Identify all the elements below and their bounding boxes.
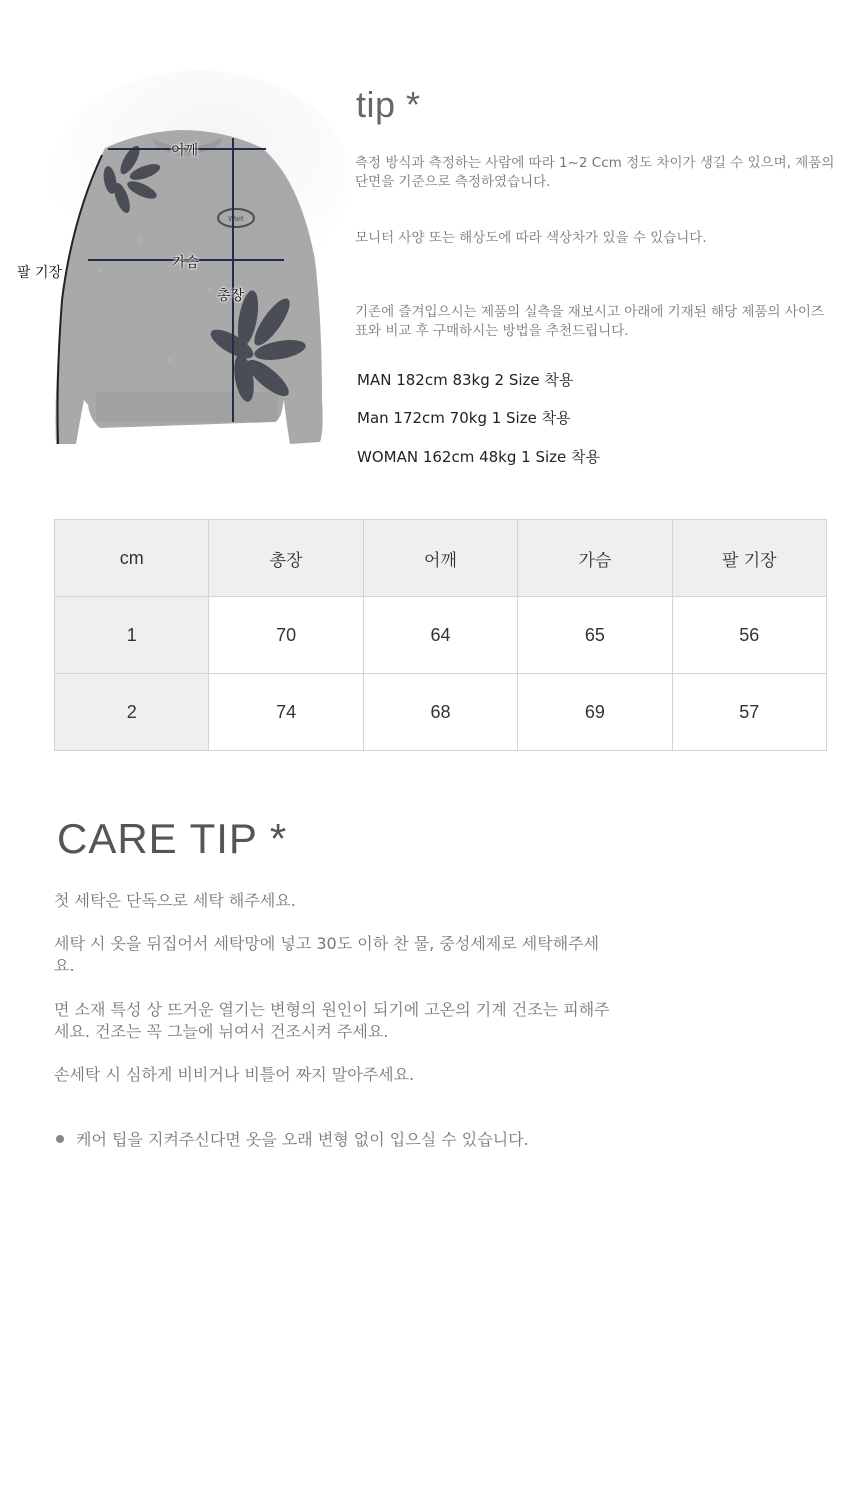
logo-text: Wait <box>228 215 244 223</box>
table-row <box>55 674 827 751</box>
care-bullet-item <box>56 1129 529 1151</box>
table-cell-size: 2 <box>55 674 209 751</box>
shoulder-label: 어깨 <box>171 143 199 159</box>
table-cell: 65 <box>518 597 672 674</box>
table-cell: 70 <box>209 597 363 674</box>
table-row <box>55 597 827 674</box>
care-bullet-text: 케어 팁을 지켜주신다면 옷을 오래 변형 없이 입으실 수 있습니다. <box>76 1130 529 1149</box>
care-tip-heading: CARE TIP * <box>57 815 288 862</box>
fit-note: Man 172cm 70kg 1 Size 착용 <box>357 409 571 427</box>
table-header-cell: cm <box>55 520 209 597</box>
care-paragraph: 손세탁 시 심하게 비비거나 비틀어 짜지 말아주세요. <box>54 1065 415 1084</box>
size-table <box>54 519 827 751</box>
tip-paragraph-color: 모니터 사양 또는 해상도에 따라 색상차가 있을 수 있습니다. <box>355 230 707 246</box>
table-header-row <box>55 520 827 597</box>
table-cell: 69 <box>518 674 672 751</box>
table-header-cell: 총장 <box>209 520 363 597</box>
table-cell: 57 <box>672 674 826 751</box>
care-paragraph: 세탁 시 옷을 뒤집어서 세탁망에 넣고 30도 이하 찬 물, 중성세제로 세탁해주세요. <box>54 934 600 975</box>
care-paragraph: 면 소재 특성 상 뜨거운 열기는 변형의 원인이 되기에 고온의 기계 건조는 피해주세요. 건조는 꼭 그늘에 뉘여서 건조시켜 주세요. <box>54 1000 610 1041</box>
tip-paragraph-advice: 기존에 즐겨입으시는 제품의 실측을 재보시고 아래에 기재된 해당 제품의 사이즈표와 비교 후 구매하시는 방법을 추천드립니다. <box>355 304 824 339</box>
care-paragraph: 첫 세탁은 단독으로 세탁 해주세요. <box>54 891 296 910</box>
chest-label: 가슴 <box>172 255 200 271</box>
garment-measurement-figure <box>0 60 345 460</box>
table-cell: 64 <box>363 597 517 674</box>
table-cell: 68 <box>363 674 517 751</box>
bullet-dot-icon <box>56 1135 64 1143</box>
fit-note: WOMAN 162cm 48kg 1 Size 착용 <box>357 448 601 466</box>
tip-paragraph-measurement: 측정 방식과 측정하는 사람에 따라 1~2 Ccm 정도 차이가 생길 수 있으며, 제품의 단면을 기준으로 측정하였습니다. <box>355 155 835 190</box>
table-header-cell: 가슴 <box>518 520 672 597</box>
table-cell: 74 <box>209 674 363 751</box>
length-label: 총장 <box>217 288 245 304</box>
sleeve-label: 팔 기장 <box>17 265 63 281</box>
table-cell: 56 <box>672 597 826 674</box>
tip-heading: tip * <box>356 84 421 125</box>
table-header-cell: 어깨 <box>363 520 517 597</box>
fit-note: MAN 182cm 83kg 2 Size 착용 <box>357 371 574 389</box>
table-header-cell: 팔 기장 <box>672 520 826 597</box>
table-cell-size: 1 <box>55 597 209 674</box>
